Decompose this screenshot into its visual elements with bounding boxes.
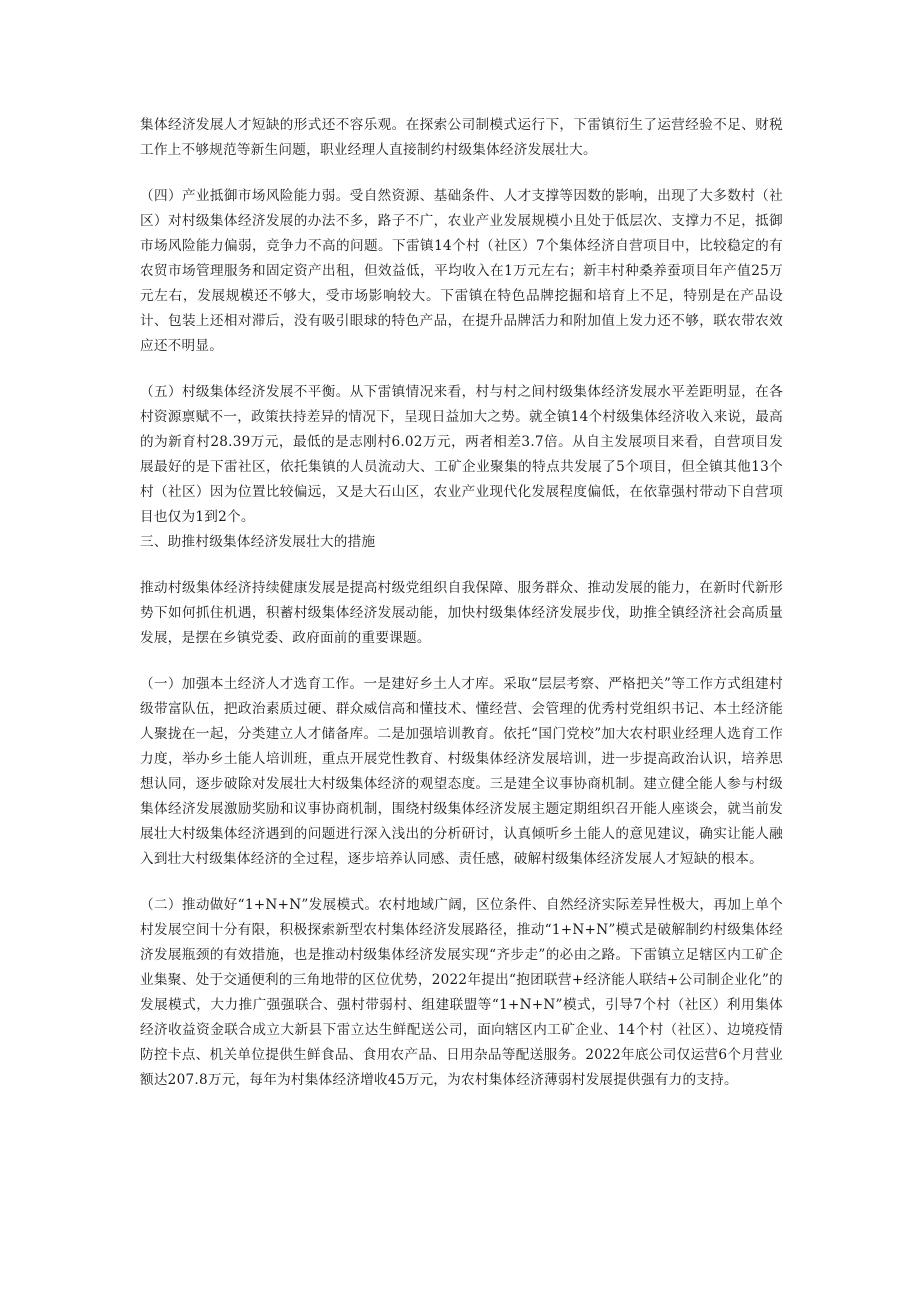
paragraph-1nn-model: （二）推动做好“1+N+N”发展模式。农村地域广阔，区位条件、自然经济实际差异性极大，再加上单个村发展空间十分有限，积极探索新型农村集体经济发展路径，推动“1+N+N”模式是破解制约村级集体经济发展瓶颈的有效措施，也是推动村级集体经济发展实现“齐步走”的必由之路。下雷镇立足辖区内工矿企业集聚、处于交通便利的三角地带的区位优势，2022年提出“抱团联营+经济能人联结+公司制企业化”的发展模式，大力推广强强联合、强村带弱村、组建联盟等“1+N+N”模式，引导7个村（社区）利用集体经济收益资金联合成立大新县下雷立达生鲜配送公司，面向辖区内工矿企业、14个村（社区）、边境疫情防控卡点、机关单位提供生鲜食品、食用农产品、日用杂品等配送服务。2022年底公司仅运营6个月营业额达207.8万元，每年为村集体经济增收45万元，为农村集体经济薄弱村发展提供强有力的支持。 xyxy=(140,897,783,1088)
section-heading-measures: 三、助推村级集体经济发展壮大的措施 xyxy=(140,534,376,550)
paragraph-talent-cultivation: （一）加强本土经济人才选育工作。一是建好乡土人才库。采取“层层考察、严格把关”等工作方式组建村级带富队伍，把政治素质过硬、群众威信高和懂技术、懂经营、会管理的优秀村党组织书记、本土经济能人聚拢在一起，分类建立人才储备库。二是加强培训教育。依托“国门党校”加大农村职业经理人选育工作力度，举办乡土能人培训班，重点开展党性教育、村级集体经济发展培训，进一步提高政治认识，培养思想认同，逐步破除对发展壮大村级集体经济的观望态度。三是建全议事协商机制。建立健全能人参与村级集体经济发展激励奖励和议事协商机制，围绕村级集体经济发展主题定期组织召开能人座谈会，就当前发展壮大村级集体经济遇到的问题进行深入浅出的分析研讨，认真倾听乡土能人的意见建议，确实让能人融入到壮大村级集体经济的全过程，逐步培养认同感、责任感，破解村级集体经济发展人才短缺的根本。 xyxy=(140,676,783,867)
document-page xyxy=(140,113,783,1093)
paragraph-intro-measures: 推动村级集体经济持续健康发展是提高村级党组织自我保障、服务群众、推动发展的能力，在新时代新形势下如何抓住机遇，积蓄村级集体经济发展动能，加快村级集体经济发展步伐，助推全镇经济社会高质量发展，是摆在乡镇党委、政府面前的重要课题。 xyxy=(140,580,783,646)
paragraph-imbalance: （五）村级集体经济发展不平衡。从下雷镇情况来看，村与村之间村级集体经济发展水平差距明显，在各村资源禀赋不一，政策扶持差异的情况下，呈现日益加大之势。就全镇14个村级集体经济收入来说，最高的为新育村28.39万元，最低的是志刚村6.02万元，两者相差3.7倍。从自主发展项目来看，自营项目发展最好的是下雷社区，依托集镇的人员流动大、工矿企业聚集的特点共发展了5个项目，但全镇其他13个村（社区）因为位置比较偏远，又是大石山区，农业产业现代化发展程度偏低，在依靠强村带动下自营项目也仅为1到2个。 xyxy=(140,384,783,525)
paragraph-market-risk: （四）产业抵御市场风险能力弱。受自然资源、基础条件、人才支撑等因数的影响，出现了大多数村（社区）对村级集体经济发展的办法不多，路子不广，农业产业发展规模小且处于低层次、支撑力不足，抵御市场风险能力偏弱，竞争力不高的问题。下雷镇14个村（社区）7个集体经济自营项目中，比较稳定的有农贸市场管理服务和固定资产出租，但效益低，平均收入在1万元左右；新丰村种桑养蚕项目年产值25万元左右，发展规模还不够大，受市场影响较大。下雷镇在特色品牌挖掘和培育上不足，特别是在产品设计、包装上还相对滞后，没有吸引眼球的特色产品，在提升品牌活力和附加值上发力还不够，联农带农效应还不明显。 xyxy=(140,188,783,354)
paragraph-talent-shortage: 集体经济发展人才短缺的形式还不容乐观。在探索公司制模式运行下，下雷镇衍生了运营经验不足、财税工作上不够规范等新生问题，职业经理人直接制约村级集体经济发展壮大。 xyxy=(140,117,783,158)
